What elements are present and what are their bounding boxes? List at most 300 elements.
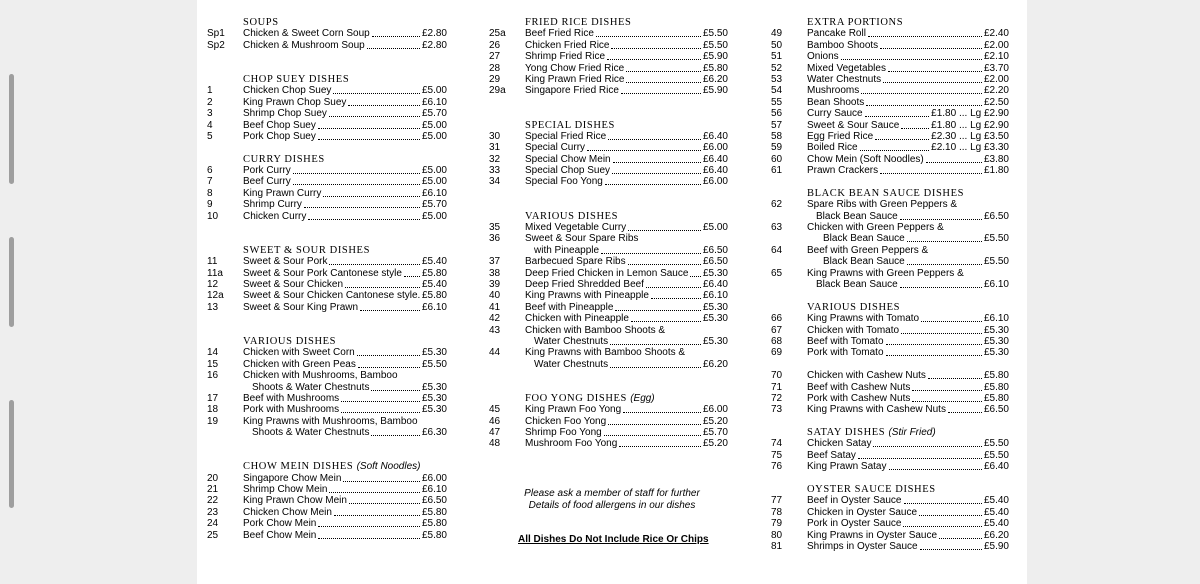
item-price: £6.40	[702, 153, 728, 165]
item-price: £5.80	[983, 381, 1009, 393]
item-number: 52	[771, 62, 783, 74]
item-number: 19	[207, 415, 219, 427]
item-price: £2.00	[983, 73, 1009, 85]
dot-leader	[329, 492, 420, 493]
item-price: £5.90	[983, 540, 1009, 552]
item-name: Sweet & Sour Pork Cantonese style	[243, 267, 402, 279]
item-name: Chicken & Sweet Corn Soup	[243, 28, 370, 40]
dot-leader	[348, 105, 420, 106]
scrollbar-segment[interactable]	[9, 400, 14, 508]
item-name: Shoots & Water Chestnuts	[252, 427, 370, 439]
section-heading	[489, 211, 728, 222]
dot-leader	[888, 71, 982, 72]
item-price: £6.50	[983, 404, 1009, 416]
item-name: Water Chestnuts	[534, 335, 609, 347]
menu-item	[771, 382, 1009, 393]
dot-leader	[626, 82, 701, 83]
dot-leader	[912, 401, 982, 402]
item-name: Prawn Crackers	[807, 165, 879, 177]
item-price: £5.70	[421, 108, 447, 120]
item-name: Shrimp Chow Mein	[243, 484, 328, 496]
item-number: 20	[207, 472, 219, 484]
item-price: £2.80	[421, 28, 447, 40]
item-price: £6.50	[983, 210, 1009, 222]
menu-item	[489, 40, 728, 51]
section-title	[243, 245, 370, 256]
section-heading	[771, 302, 1009, 313]
item-number: 80	[771, 529, 783, 541]
dot-leader	[334, 515, 420, 516]
item-price: £5.40	[983, 506, 1009, 518]
section-title-text: SWEET & SOUR DISHES	[243, 244, 371, 256]
item-number: 57	[771, 119, 783, 131]
menu-item	[489, 222, 728, 233]
item-number: 45	[489, 404, 501, 416]
item-name: Chicken with Green Peas	[243, 358, 356, 370]
menu-item	[207, 382, 447, 393]
item-price: £6.10	[702, 290, 728, 302]
dot-leader	[318, 526, 420, 527]
item-price: £2.30 ... Lg £3.50	[931, 130, 1009, 142]
dot-leader	[608, 139, 701, 140]
item-price: £3.80	[983, 153, 1009, 165]
item-price: £5.00	[421, 210, 447, 222]
item-price: £5.30	[421, 392, 447, 404]
section-title-text: EXTRA PORTIONS	[807, 17, 904, 28]
dot-leader	[345, 287, 420, 288]
item-price: £2.80	[421, 39, 447, 51]
item-price: £6.00	[421, 472, 447, 484]
item-number: 78	[771, 506, 783, 518]
allergen-note-line2: Details of food allergens in our dishes	[528, 500, 696, 511]
item-name: Pork Chow Mein	[243, 518, 317, 530]
item-price: £1.80	[983, 165, 1009, 177]
dot-leader	[615, 310, 701, 311]
item-price: £5.00	[421, 85, 447, 97]
menu-item	[207, 131, 447, 142]
menu-item	[207, 256, 447, 267]
menu-item	[489, 438, 728, 449]
dot-leader	[304, 207, 420, 208]
section-heading	[207, 245, 447, 256]
dot-leader	[318, 538, 420, 539]
item-name: Special Curry	[525, 142, 586, 154]
section-heading	[489, 393, 728, 404]
section-title	[807, 17, 903, 28]
item-number: 68	[771, 335, 783, 347]
item-number: 22	[207, 495, 219, 507]
item-price: £5.30	[983, 324, 1009, 336]
item-name: Beef Satay	[807, 449, 856, 461]
menu-item	[489, 416, 728, 427]
menu-item	[207, 359, 447, 370]
dot-leader	[371, 435, 420, 436]
menu-item	[771, 438, 1009, 449]
item-price: £5.70	[702, 427, 728, 439]
menu-item	[771, 313, 1009, 324]
item-number: 31	[489, 142, 501, 154]
section-heading	[771, 17, 1009, 28]
dot-leader	[631, 321, 701, 322]
menu-item	[207, 108, 447, 119]
item-number: 29a	[489, 85, 506, 97]
section-heading	[207, 154, 447, 165]
item-number: 18	[207, 404, 219, 416]
item-name: Chicken Curry	[243, 210, 307, 222]
spacer	[207, 325, 447, 336]
item-name: Water Chestnuts	[807, 73, 882, 85]
menu-item	[489, 245, 728, 256]
menu-item	[771, 336, 1009, 347]
item-price: £5.00	[702, 222, 728, 234]
scrollbar-segment[interactable]	[9, 237, 14, 327]
item-number: 14	[207, 347, 219, 359]
section-title-text: VARIOUS DISHES	[525, 210, 619, 222]
item-price: £6.30	[421, 427, 447, 439]
item-number: 6	[207, 165, 213, 177]
item-name: Mixed Vegetable Curry	[525, 222, 627, 234]
item-number: 54	[771, 85, 783, 97]
dot-leader	[948, 412, 982, 413]
item-number: 37	[489, 256, 501, 268]
menu-item	[489, 131, 728, 142]
item-price: £5.70	[421, 199, 447, 211]
item-name: Pork with Tomato	[807, 347, 884, 359]
menu-item	[489, 256, 728, 267]
item-price: £5.30	[421, 404, 447, 416]
item-price: £5.50	[702, 39, 728, 51]
dot-leader	[886, 355, 982, 356]
item-price: £5.80	[421, 529, 447, 541]
dot-leader	[360, 310, 420, 311]
item-number: 55	[771, 96, 783, 108]
menu-item	[207, 290, 447, 301]
item-number: 26	[489, 39, 501, 51]
menu-item	[207, 484, 447, 495]
menu-item	[207, 370, 447, 381]
item-number: 73	[771, 404, 783, 416]
menu-item	[771, 97, 1009, 108]
item-name: Singapore Chow Mein	[243, 472, 342, 484]
item-name: Chicken in Oyster Sauce	[807, 506, 918, 518]
item-number: 23	[207, 506, 219, 518]
item-name: Chicken with Cashew Nuts	[807, 370, 926, 382]
item-number: 66	[771, 313, 783, 325]
menu-item	[489, 325, 728, 336]
menu-item	[207, 211, 447, 222]
item-name: Sweet & Sour King Prawn	[243, 301, 359, 313]
item-name: Spare Ribs with Green Peppers &	[807, 199, 958, 211]
item-number: 25a	[489, 28, 506, 40]
section-title	[525, 211, 618, 222]
item-name: Sweet & Sour Spare Ribs	[525, 233, 639, 245]
item-name: Chicken & Mushroom Soup	[243, 39, 365, 51]
item-price: £5.30	[421, 381, 447, 393]
spacer	[207, 233, 447, 244]
menu-item	[771, 325, 1009, 336]
item-price: £5.20	[702, 415, 728, 427]
section-heading	[771, 427, 1009, 438]
item-number: 67	[771, 324, 783, 336]
dot-leader	[883, 82, 982, 83]
item-number: 12a	[207, 290, 224, 302]
item-number: 49	[771, 28, 783, 40]
item-name: Bean Shoots	[807, 96, 865, 108]
menu-item	[489, 359, 728, 370]
item-name: Special Fried Rice	[525, 130, 607, 142]
item-price: £5.50	[983, 449, 1009, 461]
item-number: 42	[489, 313, 501, 325]
dot-leader	[293, 173, 420, 174]
item-number: 36	[489, 233, 501, 245]
menu-item	[771, 222, 1009, 233]
spacer	[207, 142, 447, 153]
section-heading	[207, 461, 447, 472]
dot-leader	[866, 105, 982, 106]
item-name: Shrimp Fried Rice	[525, 51, 606, 63]
section-heading	[489, 17, 728, 28]
item-name: Shoots & Water Chestnuts	[252, 381, 370, 393]
item-price: £5.90	[702, 85, 728, 97]
spacer	[489, 382, 728, 393]
dot-leader	[329, 264, 420, 265]
menu-item	[771, 233, 1009, 244]
item-number: Sp1	[207, 28, 225, 40]
menu-item	[207, 165, 447, 176]
menu-item	[489, 154, 728, 165]
item-number: 46	[489, 415, 501, 427]
item-name: Shrimp Chop Suey	[243, 108, 327, 120]
dot-leader	[308, 219, 420, 220]
menu-item	[771, 450, 1009, 461]
item-name: Curry Sauce	[807, 108, 863, 120]
section-title	[807, 427, 936, 438]
item-name: Beef with Cashew Nuts	[807, 381, 911, 393]
dot-leader	[604, 435, 701, 436]
item-number: 61	[771, 165, 783, 177]
item-number: 69	[771, 347, 783, 359]
spacer	[489, 199, 728, 210]
section-title-text: VARIOUS DISHES	[243, 335, 337, 347]
item-name: King Prawns with Mushrooms, Bamboo	[243, 415, 418, 427]
item-name: Yong Chow Fried Rice	[525, 62, 625, 74]
allergen-note-line1: Please ask a member of staff for further	[524, 488, 700, 499]
item-name: Chicken Chow Mein	[243, 506, 332, 518]
item-price: £5.00	[421, 165, 447, 177]
item-name: Chicken with Sweet Corn	[243, 347, 355, 359]
item-price: £6.10	[421, 96, 447, 108]
item-price: £6.50	[421, 495, 447, 507]
item-number: 10	[207, 210, 219, 222]
item-number: 17	[207, 392, 219, 404]
item-name: Barbecued Spare Ribs	[525, 256, 626, 268]
section-title	[243, 336, 336, 347]
item-price: £2.50	[983, 96, 1009, 108]
menu-item	[489, 404, 728, 415]
item-price: £5.40	[421, 278, 447, 290]
section-title-text: SOUPS	[243, 17, 279, 28]
dot-leader	[318, 139, 420, 140]
menu-item	[207, 495, 447, 506]
item-name: Beef Chop Suey	[243, 119, 316, 131]
section-title-text: CHOP SUEY DISHES	[243, 73, 350, 85]
dot-leader	[912, 390, 982, 391]
item-name: Beef with Pineapple	[525, 301, 614, 313]
menu-item	[771, 507, 1009, 518]
menu-column-2	[489, 17, 728, 450]
dot-leader	[628, 264, 701, 265]
dot-leader	[651, 298, 701, 299]
dot-leader	[611, 48, 701, 49]
item-number: 11a	[207, 267, 223, 279]
menu-item	[207, 176, 447, 187]
item-price: £6.20	[983, 529, 1009, 541]
section-title-text: CURRY DISHES	[243, 153, 325, 165]
item-number: 28	[489, 62, 501, 74]
item-number: 39	[489, 278, 501, 290]
item-number: 41	[489, 301, 501, 313]
item-name: Chicken with Tomato	[807, 324, 900, 336]
item-name: King Prawns with Cashew Nuts	[807, 404, 946, 416]
item-name: Mushroom Foo Yong	[525, 438, 618, 450]
dot-leader	[318, 128, 420, 129]
item-name: Special Foo Yong	[525, 176, 603, 188]
item-price: £6.10	[421, 484, 447, 496]
spacer	[771, 359, 1009, 370]
item-price: £2.20	[983, 85, 1009, 97]
section-heading	[207, 74, 447, 85]
item-number: 29	[489, 73, 501, 85]
item-price: £5.00	[421, 119, 447, 131]
menu-item	[771, 120, 1009, 131]
dot-leader	[372, 36, 420, 37]
menu-item	[489, 165, 728, 176]
menu-item	[771, 199, 1009, 210]
menu-item	[207, 404, 447, 415]
item-name: with Pineapple	[534, 244, 600, 256]
section-title	[243, 17, 279, 28]
dot-leader	[880, 48, 982, 49]
item-name: King Prawn Satay	[807, 461, 887, 473]
item-name: Beef Fried Rice	[525, 28, 594, 40]
menu-item	[771, 28, 1009, 39]
dot-leader	[886, 344, 982, 345]
dot-leader	[889, 469, 982, 470]
menu-item	[489, 336, 728, 347]
menu-item	[771, 142, 1009, 153]
item-price: £6.50	[702, 256, 728, 268]
menu-item	[771, 63, 1009, 74]
dot-leader	[343, 481, 420, 482]
item-name: King Prawns with Bamboo Shoots &	[525, 347, 686, 359]
section-subtitle: (Stir Fried)	[888, 427, 936, 439]
section-title-text: FOO YONG DISHES	[525, 392, 627, 404]
dot-leader	[868, 36, 982, 37]
item-number: 24	[207, 518, 219, 530]
item-price: £6.40	[702, 165, 728, 177]
menu-item	[207, 518, 447, 529]
dot-leader	[907, 264, 982, 265]
item-number: 58	[771, 130, 783, 142]
item-price: £2.10 ... Lg £3.30	[931, 142, 1009, 154]
allergen-note	[497, 488, 727, 512]
dot-leader	[333, 93, 420, 94]
item-number: 63	[771, 222, 783, 234]
item-name: Pork with Mushrooms	[243, 404, 340, 416]
item-price: £5.30	[702, 267, 728, 279]
section-title-text: CHOW MEIN DISHES	[243, 461, 354, 473]
item-price: £5.30	[702, 335, 728, 347]
section-title	[525, 120, 615, 131]
item-name: King Prawn Foo Yong	[525, 404, 622, 416]
dot-leader	[608, 424, 701, 425]
menu-item	[771, 518, 1009, 529]
item-name: Chicken with Mushrooms, Bamboo	[243, 370, 398, 382]
item-name: Beef Curry	[243, 176, 291, 188]
section-heading	[207, 17, 447, 28]
menu-item	[207, 302, 447, 313]
item-name: King Prawn Fried Rice	[525, 73, 625, 85]
item-price: £6.20	[702, 358, 728, 370]
section-heading	[489, 120, 728, 131]
item-price: £5.00	[421, 130, 447, 142]
item-name: Special Chop Suey	[525, 165, 611, 177]
item-number: 75	[771, 449, 783, 461]
section-title	[243, 154, 325, 165]
dot-leader	[939, 538, 982, 539]
item-price: £5.80	[702, 62, 728, 74]
item-name: Shrimp Curry	[243, 199, 302, 211]
item-price: £5.80	[421, 290, 447, 302]
item-name: King Prawns with Green Peppers &	[807, 267, 964, 279]
menu-item	[207, 530, 447, 541]
menu-item	[489, 74, 728, 85]
scrollbar-segment[interactable]	[9, 74, 14, 184]
spacer	[207, 222, 447, 233]
menu-item	[771, 85, 1009, 96]
item-number: 79	[771, 518, 783, 530]
item-name: Beef Chow Mein	[243, 529, 317, 541]
item-name: Pork in Oyster Sauce	[807, 518, 902, 530]
section-title-text: SPECIAL DISHES	[525, 119, 615, 131]
section-title	[525, 393, 655, 404]
item-name: Deep Fried Shredded Beef	[525, 278, 644, 290]
dot-leader	[861, 93, 982, 94]
dot-leader	[341, 401, 420, 402]
menu-item	[771, 370, 1009, 381]
menu-item	[771, 245, 1009, 256]
item-name: Black Bean Sauce	[823, 256, 905, 268]
item-price: £5.80	[421, 267, 447, 279]
item-number: 43	[489, 324, 501, 336]
item-name: Chicken with Green Peppers &	[807, 222, 944, 234]
section-title	[807, 302, 900, 313]
item-name: Shrimp Foo Yong	[525, 427, 602, 439]
item-name: King Prawn Chop Suey	[243, 96, 347, 108]
item-name: Special Chow Mein	[525, 153, 611, 165]
dot-leader	[646, 287, 701, 288]
spacer	[489, 188, 728, 199]
item-price: £5.90	[702, 51, 728, 63]
dot-leader	[841, 59, 982, 60]
item-name: King Prawn Chow Mein	[243, 495, 347, 507]
item-number: 53	[771, 73, 783, 85]
item-number: 81	[771, 540, 783, 552]
item-name: Pork Curry	[243, 165, 291, 177]
item-price: £5.40	[983, 495, 1009, 507]
item-name: Deep Fried Chicken in Lemon Sauce	[525, 267, 689, 279]
item-number: 15	[207, 358, 219, 370]
